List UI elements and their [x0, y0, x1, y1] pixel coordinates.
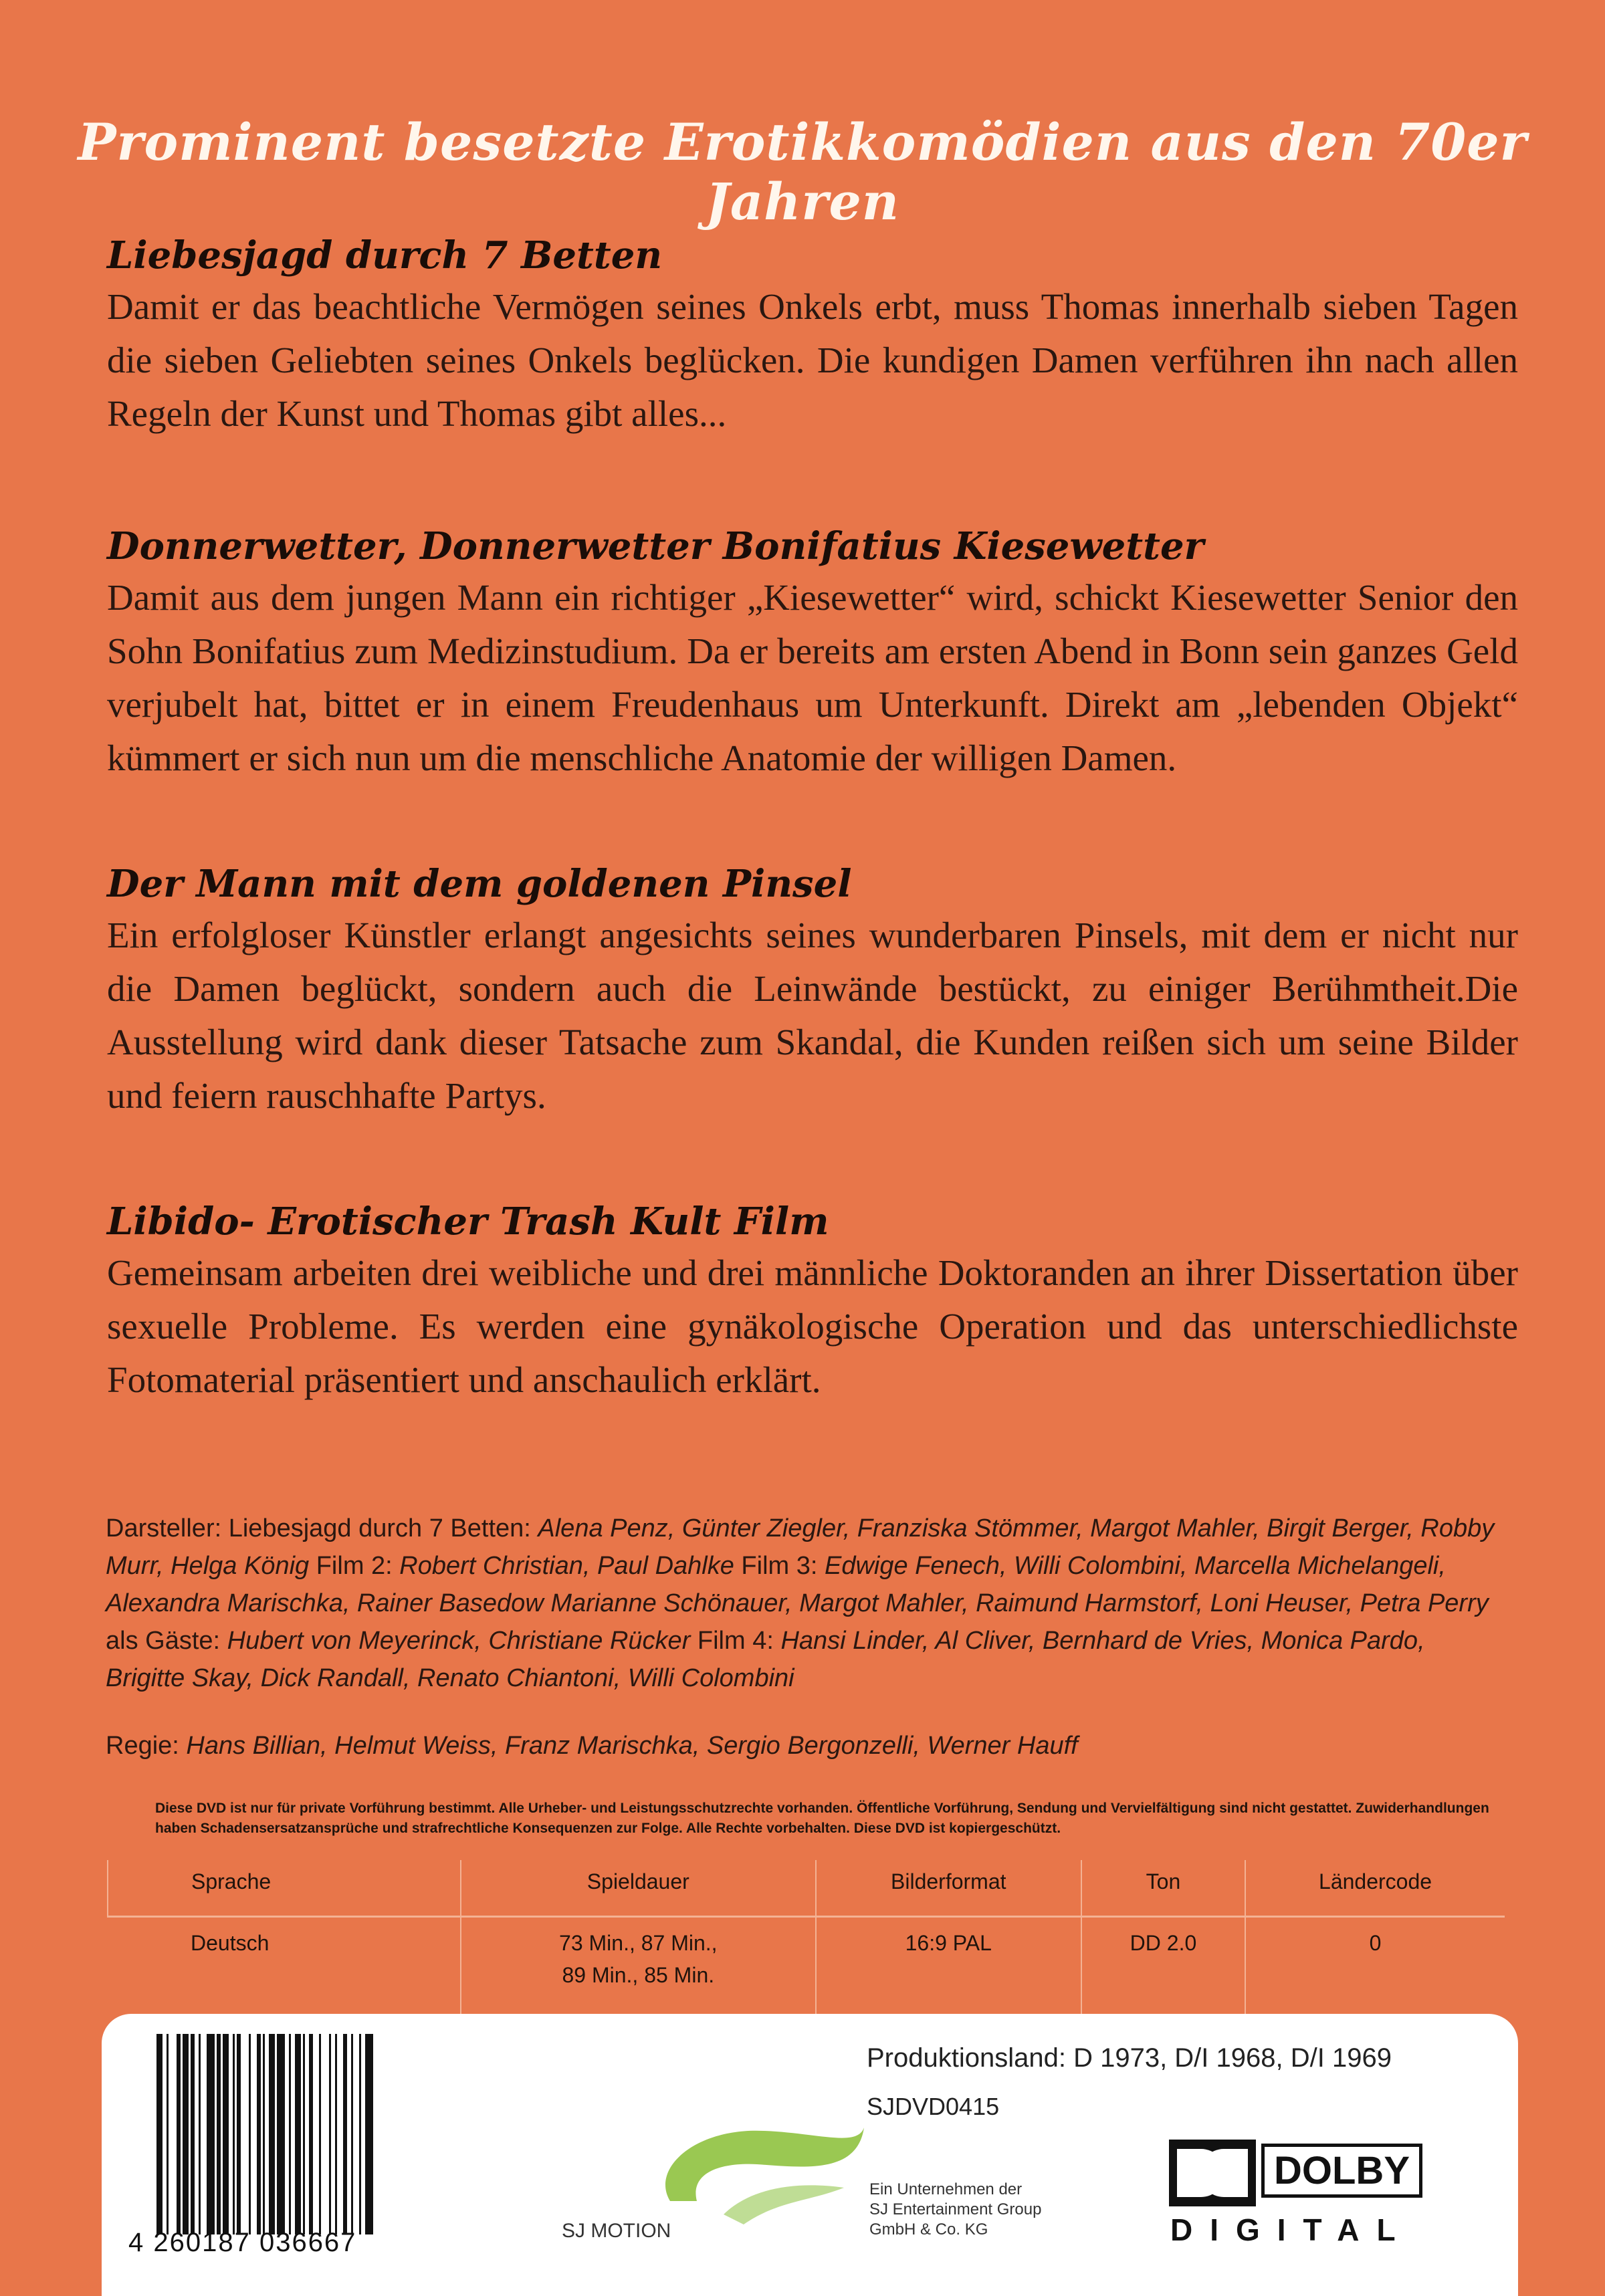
barcode-bar — [309, 2034, 313, 2234]
spec-header-row — [108, 1860, 1505, 1916]
cast-credits — [106, 1510, 1510, 1697]
film-title: Donnerwetter, Donnerwetter Bonifatius Kiesewetter — [107, 524, 1204, 568]
barcode-bar — [177, 2034, 181, 2234]
spec-value: 16:9 PAL — [816, 1916, 1081, 2021]
spec-header: Ton — [1081, 1860, 1245, 1916]
barcode-bar — [303, 2034, 305, 2234]
barcode-bar — [335, 2034, 337, 2234]
barcode-bar — [365, 2034, 373, 2234]
company-group — [869, 2180, 1110, 2240]
film2-label: Film 2: — [316, 1552, 393, 1580]
regie-label: Regie: — [106, 1732, 179, 1760]
film-section-3 — [107, 859, 1518, 1123]
group-line: GmbH & Co. KG — [869, 2220, 988, 2238]
barcode-bar — [351, 2034, 353, 2234]
film-description: Damit er das beachtliche Vermögen seines Onkels erbt, muss Thomas innerhalb sieben Tagen die sieben Geliebten seines Onkels beglücken. Die kundigen Damen verführen ihn nach allen Regeln der Kunst und Thomas gibt alles... — [107, 286, 1518, 434]
director-credits — [106, 1732, 1510, 1760]
spec-value: 73 Min., 87 Min., — [559, 1930, 718, 1955]
barcode-bar — [217, 2034, 221, 2234]
spec-value: Deutsch — [191, 1930, 270, 1955]
barcode-bar — [167, 2034, 169, 2234]
film-section-4 — [107, 1197, 1518, 1407]
spec-runtime — [461, 1916, 816, 2021]
barcode-bar — [223, 2034, 229, 2234]
film3-cast: Edwige Fenech, Willi Colombini, Marcella Michelangeli, Alexandra Marischka, Rainer Basedow Marianne Schönauer, Margot Mahler, Raimund Harmstorf, Loni Heuser, Petra Perry — [106, 1552, 1489, 1617]
barcode-bar — [156, 2034, 163, 2234]
film3-label: Film 3: — [741, 1552, 818, 1580]
film1-cast: Alena Penz, Günter Ziegler, Franziska Stömmer, Margot Mahler, Birgit Berger, Robby Murr, Helga König — [106, 1514, 1495, 1580]
cast-label: Darsteller: — [106, 1514, 222, 1542]
film-description: Damit aus dem jungen Mann ein richtiger „Kiesewetter“ wird, schickt Kiesewetter Senior den Sohn Bonifatius zum Medizinstudium. Da er bereits am ersten Abend in Bonn sein ganzes Geld verjubelt hat, bittet er in einem Freudenhaus um Unterkunft. Direkt am „lebenden Objekt“ kümmert er sich nun um die menschliche Anatomie der willigen Damen. — [107, 577, 1518, 778]
film-title: Der Mann mit dem goldenen Pinsel — [107, 862, 852, 906]
film-description: Gemeinsam arbeiten drei weibliche und drei männliche Doktoranden an ihrer Dissertation über sexuelle Probleme. Es werden eine gynäkologische Operation und das unterschiedlichste Fotomaterial präsentiert und anschaulich erklärt. — [107, 1252, 1518, 1400]
sj-motion-logo — [643, 2101, 871, 2234]
dolby-double-d-icon — [1169, 2140, 1256, 2206]
tagline: Prominent besetzte Erotikkomödien aus den 70er Jahren — [78, 112, 1527, 231]
spec-header: Bilderformat — [816, 1860, 1081, 1916]
spec-header: Sprache — [108, 1860, 461, 1916]
film-section-2 — [107, 522, 1518, 785]
spec-value: DD 2.0 — [1081, 1916, 1245, 2021]
barcode-bar — [199, 2034, 201, 2234]
barcode-bar — [343, 2034, 347, 2234]
barcode-bar — [183, 2034, 189, 2234]
barcode-number: 4 260187 036667 — [128, 2228, 357, 2257]
barcode-bar — [295, 2034, 301, 2234]
spec-header: Ländercode — [1245, 1860, 1505, 1916]
barcode-bar — [269, 2034, 275, 2234]
regie-names: Hans Billian, Helmut Weiss, Franz Marischka, Sergio Bergonzelli, Werner Hauff — [186, 1732, 1078, 1760]
film2-cast: Robert Christian, Paul Dahlke — [399, 1552, 734, 1580]
barcode-bar — [233, 2034, 235, 2234]
barcode-bar — [277, 2034, 285, 2234]
barcode-bar — [257, 2034, 261, 2234]
spec-table — [107, 1860, 1505, 2021]
barcode-bar — [263, 2034, 265, 2234]
production-country: Produktionsland: D 1973, D/I 1968, D/I 1969 — [867, 2043, 1392, 2073]
barcode-bar — [207, 2034, 215, 2234]
barcode-bar — [249, 2034, 251, 2234]
film-title: Liebesjagd durch 7 Betten — [107, 233, 663, 277]
barcode-bar — [319, 2034, 321, 2234]
guests-label: als Gäste: — [106, 1627, 221, 1655]
legal-notice: Diese DVD ist nur für private Vorführung bestimmt. Alle Urheber- und Leistungsschutzrechte vorhanden. Öffentliche Vorführung, Sendung und Vervielfältigung sind nicht gestattet. Zuwiderhandlungen haben Schadensersatzansprüche und strafrechtliche Konsequenzen zur Folge. Alle Rechte vorbehalten. Diese DVD ist kopiergeschützt. — [155, 1801, 1489, 1836]
group-line: SJ Entertainment Group — [869, 2200, 1042, 2218]
barcode-bar — [359, 2034, 361, 2234]
film4-label: Film 4: — [697, 1627, 774, 1655]
film-section-1 — [107, 231, 1518, 441]
spec-header: Spieldauer — [461, 1860, 816, 1916]
barcode-image — [156, 2034, 601, 2234]
guests-cast: Hubert von Meyerinck, Christiane Rücker — [227, 1627, 691, 1655]
barcode-bar — [289, 2034, 291, 2234]
film1-label: Liebesjagd durch 7 Betten: — [228, 1514, 531, 1542]
sj-motion-wordmark: SJ MOTION — [562, 2220, 671, 2242]
film-title: Libido- Erotischer Trash Kult Film — [107, 1199, 829, 1244]
spec-value: 89 Min., 85 Min. — [562, 1962, 715, 1987]
dolby-wordmark: DOLBY — [1261, 2144, 1422, 2198]
dolby-digital-text: DIGITAL — [1170, 2212, 1413, 2247]
bottom-info-panel — [102, 2014, 1518, 2296]
catalog-number: SJDVD0415 — [867, 2093, 1000, 2120]
barcode-bar — [329, 2034, 331, 2234]
spec-value: 0 — [1245, 1916, 1505, 2021]
dolby-digital-logo — [1169, 2140, 1436, 2247]
group-line: Ein Unternehmen der — [869, 2180, 1023, 2198]
film-description: Ein erfolgloser Künstler erlangt angesichts seines wunderbaren Pinsels, mit dem er nicht nur die Damen beglückt, sondern auch die Leinwände bestückt, zu einiger Berühmtheit.Die Ausstellung wird dank dieser Tatsache zum Skandal, die Kunden reißen sich um seine Bilder und feiern rauschhafte Partys. — [107, 915, 1518, 1116]
spec-value-row — [108, 1916, 1505, 2021]
film4-cast: Hansi Linder, Al Cliver, Bernhard de Vries, Monica Pardo, Brigitte Skay, Dick Randall, Renato Chiantoni, Willi Colombini — [106, 1627, 1425, 1692]
barcode-bar — [191, 2034, 195, 2234]
barcode-bar — [237, 2034, 241, 2234]
